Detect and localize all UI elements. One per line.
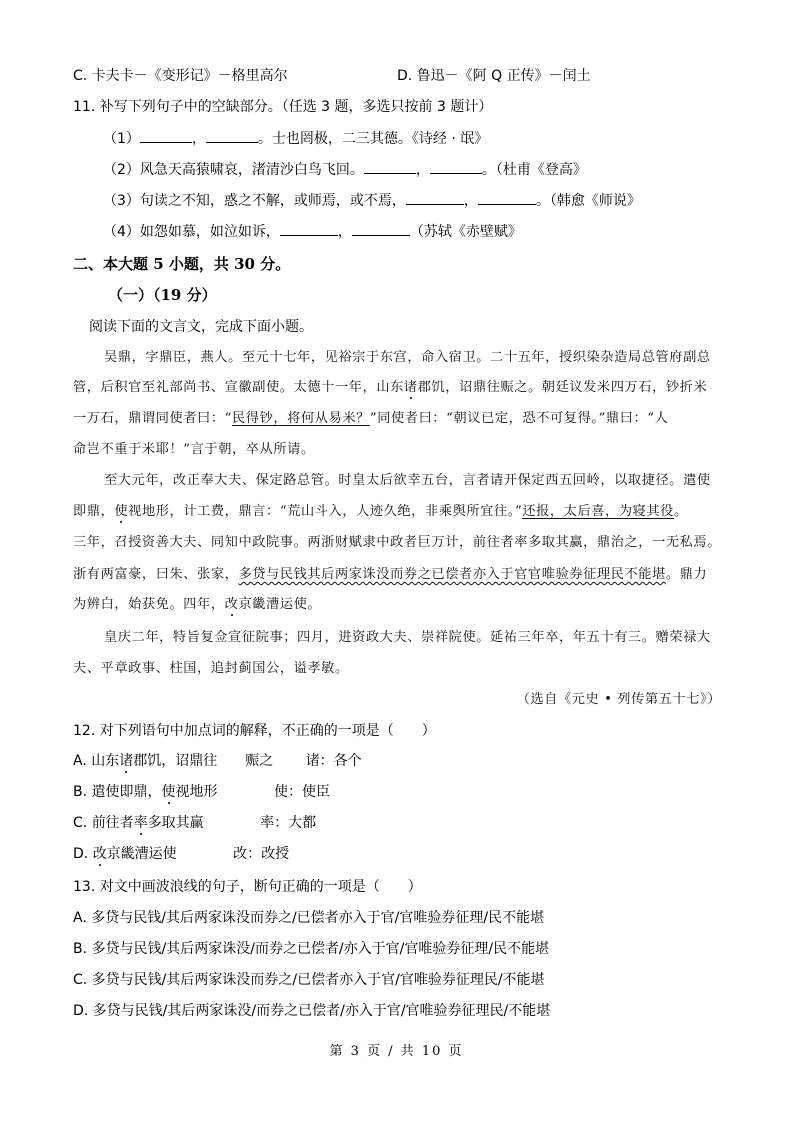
passage-line: 夫、平章政事、柱国，追封蓟国公，谥孝敏。 (73, 661, 349, 676)
answer-blank[interactable] (406, 192, 464, 205)
option-gloss: 诸：各个 (305, 753, 362, 769)
answer-blank[interactable] (364, 161, 416, 174)
q11-item-3 (103, 192, 641, 210)
underlined-sentence: 民得钞，将何从易米？ (232, 411, 370, 426)
answer-blank[interactable] (140, 130, 192, 143)
option-label: D. (73, 846, 89, 862)
q13-option-c[interactable]: C. 多贷与民钱/其后两家诛没而券之/已偿者亦入于官/官唯验券征理民/不能堪 (73, 972, 545, 988)
passage-text: 一万石，鼎谓同使者曰：“ (73, 411, 233, 426)
answer-blank[interactable] (478, 192, 536, 205)
q11-stem: 11. 补写下列句子中的空缺部分。（任选 3 题，多选只按前 3 题计） (73, 99, 493, 115)
q11-item-tail: （苏轼《赤壁赋》 (409, 224, 522, 240)
option-text: 视地形 (175, 784, 218, 800)
passage-line (73, 503, 688, 521)
q11-item-tail: 。士也罔极，二三其德。《诗经 · 氓》 (257, 131, 489, 147)
passage-line: 命岂不重于米耶！”言于朝，卒从所请。 (73, 442, 315, 457)
option-text: 遣使即鼎， (91, 784, 162, 800)
option-label: C. (73, 815, 88, 831)
answer-blank[interactable] (206, 130, 258, 143)
q11-item-num: （1） (103, 131, 140, 147)
option-label: A. (73, 753, 87, 769)
emphasis-dot-word: 改 (224, 597, 239, 612)
q12-option-b[interactable] (73, 783, 330, 801)
option-label: B. (73, 784, 88, 800)
option-gloss: 改：改授 (233, 846, 290, 862)
q11-item-tail: 。（韩愈《师说》 (535, 193, 641, 209)
emphasis-dot-word: 诸 (403, 380, 418, 395)
emphasis-dot-word: 改 (92, 846, 107, 862)
q11-item-text: 如怨如慕，如泣如诉， (139, 224, 280, 240)
option-gloss: 使：使臣 (273, 784, 330, 800)
passage-text: 。 (673, 504, 688, 519)
answer-blank[interactable] (352, 223, 410, 236)
passage-line (73, 596, 321, 614)
passage-text: 京畿漕运使。 (238, 597, 322, 612)
passage-line: 至大元年，改正奉大夫、保定路总管。时皇太后欲幸五台，言者请开保定西五回岭，以取捷径。遣使 (104, 473, 711, 488)
q11-item-sep: ， (415, 162, 430, 178)
passage-source: （选自《元史 • 列传第五十七》） (516, 692, 721, 707)
emphasis-dot-word: 使 (114, 504, 129, 519)
answer-blank[interactable] (430, 161, 482, 174)
q10-option-d: D. 鲁迅－《阿 Q 正传》－闰土 (397, 68, 591, 84)
q12-option-d[interactable] (73, 845, 289, 863)
q11-item-text: 风急天高猿啸哀，渚清沙白鸟飞回。 (139, 162, 364, 178)
passage-line (73, 566, 707, 584)
passage-text: ”同使者曰：“朝议已定，恐不可复得。”鼎曰：“人 (369, 411, 669, 426)
passage-text: 浙有两富豪，曰朱、张家， (73, 567, 239, 582)
q11-item-sep: ， (337, 224, 352, 240)
q13-option-d[interactable]: D. 多贷与民钱/其后两家诛没/而券之已偿者/亦入于官/官唯验券征理民/不能堪 (73, 1003, 551, 1019)
passage-text: 为辨白，始获免。四年， (73, 597, 225, 612)
q13-stem: 13. 对文中画波浪线的句子，断句正确的一项是（ ） (73, 879, 422, 895)
q11-item-sep: ， (463, 193, 478, 209)
option-text: 郡饥，诏鼎往 赈之 (133, 753, 274, 769)
passage-text: 管，后积官至礼部尚书、宣徽副使。太德十一年，山东 (73, 380, 404, 395)
passage-line (73, 410, 668, 428)
passage-line: 吴鼎，字鼎臣，燕人。至元十七年，见裕宗于东宫，命入宿卫。二十五年，授织染杂造局总管府副总 (104, 350, 711, 365)
q11-item-text: 句读之不知，惑之不解，或师焉，或不焉， (139, 193, 406, 209)
q13-option-b[interactable]: B. 多贷与民钱/其后两家诛没/而券之已偿者/亦入于官/官唯验券征理/民不能堪 (73, 941, 550, 957)
emphasis-dot-word: 使 (161, 784, 176, 800)
q11-item-2 (103, 161, 587, 179)
option-text: 前往者 (91, 815, 134, 831)
passage-text: 视地形，计工费，鼎言：“荒山斗入，人迹久绝，非乘舆所宜往。” (128, 504, 523, 519)
q11-item-4 (103, 223, 522, 241)
emphasis-dot-word: 率 (133, 815, 148, 831)
option-gloss: 率：大都 (260, 815, 317, 831)
emphasis-dot-word: 诸 (119, 753, 134, 769)
q10-option-c: C. 卡夫卡－《变形记》－格里高尔 (73, 68, 288, 84)
q12-option-a[interactable] (73, 752, 362, 770)
option-text: 山东 (91, 753, 120, 769)
option-text: 多取其赢 (147, 815, 204, 831)
reading-instruction: 阅读下面的文言文，完成下面小题。 (89, 319, 313, 335)
passage-text: 即鼎， (73, 504, 115, 519)
q12-option-c[interactable] (73, 814, 316, 832)
q12-stem: 12. 对下列语句中加点词的解释，不正确的一项是（ ） (73, 723, 436, 739)
passage-text: 郡饥，诏鼎往赈之。朝廷议发米四万石，钞折米 (417, 380, 708, 395)
passage-line (73, 379, 707, 397)
q11-item-sep: ， (191, 131, 206, 147)
answer-blank[interactable] (280, 223, 338, 236)
underlined-sentence: 还报，太后喜，为寝其役 (522, 504, 674, 519)
passage-line: 三年，召授资善大夫、同知中政院事。两浙财赋隶中政者巨万计，前往者率多取其赢，鼎治之，一无私焉。 (73, 535, 722, 550)
option-text: 京畿漕运使 (106, 846, 177, 862)
q11-item-num: （2） (103, 162, 140, 178)
passage-line: 皇庆二年，特旨复佥宣征院事；四月，进资政大夫、崇祥院使。延祐三年卒，年五十有三。赠荣禄大 (104, 630, 711, 645)
section-heading: 二、本大题 5 小题，共 30 分。 (73, 255, 291, 273)
sub-section-heading: （一）（19 分） (108, 286, 217, 304)
passage-text: 。鼎力 (665, 567, 708, 582)
q11-item-tail: 。（杜甫《登高》 (481, 162, 587, 178)
q11-item-num: （4） (103, 224, 140, 240)
page-footer: 第 3 页 / 共 10 页 (329, 1044, 464, 1059)
q11-item-1 (103, 130, 488, 148)
wavy-underlined-sentence: 多贷与民钱其后两家诛没而券之已偿者亦入于官官唯验券征理民不能堪 (238, 567, 666, 582)
q13-option-a[interactable]: A. 多贷与民钱/其后两家诛没而券之/已偿者亦入于官/官唯验券征理/民不能堪 (73, 910, 545, 926)
q11-item-num: （3） (103, 193, 140, 209)
